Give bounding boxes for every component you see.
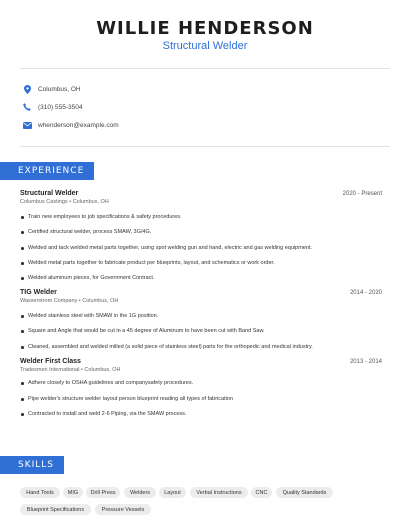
job-company: Wasserstrom Company bbox=[20, 298, 78, 304]
bullet-item: Welded aluminum pieces, for Government Contract. bbox=[20, 275, 154, 281]
bullet-item: Welded stainless steel with SMAW in the 1G position. bbox=[20, 313, 158, 319]
header-divider bbox=[20, 68, 390, 69]
separator-dot: • bbox=[69, 199, 73, 205]
job-location: Columbus, OH bbox=[72, 199, 109, 205]
job-dates: 2020 - Present bbox=[342, 191, 382, 197]
job-entry bbox=[20, 358, 382, 420]
email-text[interactable]: whenderson@example.com bbox=[38, 121, 119, 129]
location-pin-icon bbox=[20, 83, 34, 95]
skill-chip: Drill Press bbox=[86, 487, 120, 498]
job-company-line bbox=[20, 367, 382, 373]
skill-chip: Hand Tools bbox=[20, 487, 60, 498]
bullet-item: Adhere closely to OSHA guidelines and companysafety procedures. bbox=[20, 380, 193, 386]
bullet-item: Contracted to install and weld 2-6 Piping, via the SMAW process. bbox=[20, 411, 186, 417]
job-dates: 2013 - 2014 bbox=[349, 359, 382, 365]
phone-icon bbox=[20, 101, 34, 113]
skill-chip: CNC bbox=[251, 487, 272, 498]
job-entry bbox=[20, 289, 382, 351]
skills-section-heading: SKILLS bbox=[0, 456, 64, 474]
job-company-line bbox=[20, 199, 382, 205]
bullet-item: Welded metal parts together to fabricate product per blueprints, layout, and schematics or work order. bbox=[20, 260, 275, 266]
bullet-item: Pipe welder's structure welder layout person blueprint reading all types of fabrication bbox=[20, 396, 233, 402]
separator-dot: • bbox=[80, 367, 85, 373]
bullet-item: Welded and tack welded metal parts together, using spot welding gun and hand, electric and gas welding equipment. bbox=[20, 245, 312, 251]
contact-email bbox=[20, 118, 119, 132]
experience-section-heading: EXPERIENCE bbox=[0, 162, 94, 180]
bullet-item: Square and Angle that would be cut in a 45 degree of Aluminum to have been cut with Band Saw. bbox=[20, 328, 265, 334]
resume-job-title: Structural Welder bbox=[162, 40, 248, 52]
job-entry bbox=[20, 190, 382, 290]
contact-phone bbox=[20, 100, 82, 114]
envelope-icon bbox=[20, 119, 34, 131]
separator-dot: • bbox=[78, 298, 83, 304]
phone-text[interactable]: (310) 555-3504 bbox=[38, 103, 83, 111]
contact-location bbox=[20, 82, 81, 96]
job-company: Columbus Castings bbox=[20, 199, 68, 205]
job-location: Columbus, OH bbox=[82, 298, 119, 304]
job-company-line bbox=[20, 298, 382, 304]
skill-chip: MIG bbox=[63, 487, 83, 498]
contact-divider bbox=[20, 146, 390, 147]
location-text: Columbus, OH bbox=[38, 85, 81, 93]
bullet-item: Train new employees to job specifications & safety procedures. bbox=[20, 214, 182, 220]
job-company: Tradesmen International bbox=[20, 367, 80, 373]
skill-chip: Blueprint Specifications bbox=[20, 504, 91, 515]
job-location: Columbus, OH bbox=[84, 367, 121, 373]
job-title: Welder First Class bbox=[20, 358, 81, 365]
skill-chip: Quality Standards bbox=[276, 487, 333, 498]
resume-name: WILLIE HENDERSON bbox=[96, 18, 314, 39]
skill-chip: Welders bbox=[124, 487, 156, 498]
skill-chip: Verbal Instructions bbox=[190, 487, 248, 498]
skill-chip: Pressure Vessels bbox=[95, 504, 151, 515]
job-title: Structural Welder bbox=[20, 190, 79, 197]
job-dates: 2014 - 2020 bbox=[349, 290, 382, 296]
bullet-item: Cleaned, assembled and welded milled (a solid piece of stainless steel) parts for the orthopedic and medical industry. bbox=[20, 344, 313, 350]
bullet-item: Certified structural welder, process SMAW, 3G/4G. bbox=[20, 229, 151, 235]
skill-chip: Layout bbox=[159, 487, 186, 498]
job-title: TIG Welder bbox=[20, 289, 57, 296]
